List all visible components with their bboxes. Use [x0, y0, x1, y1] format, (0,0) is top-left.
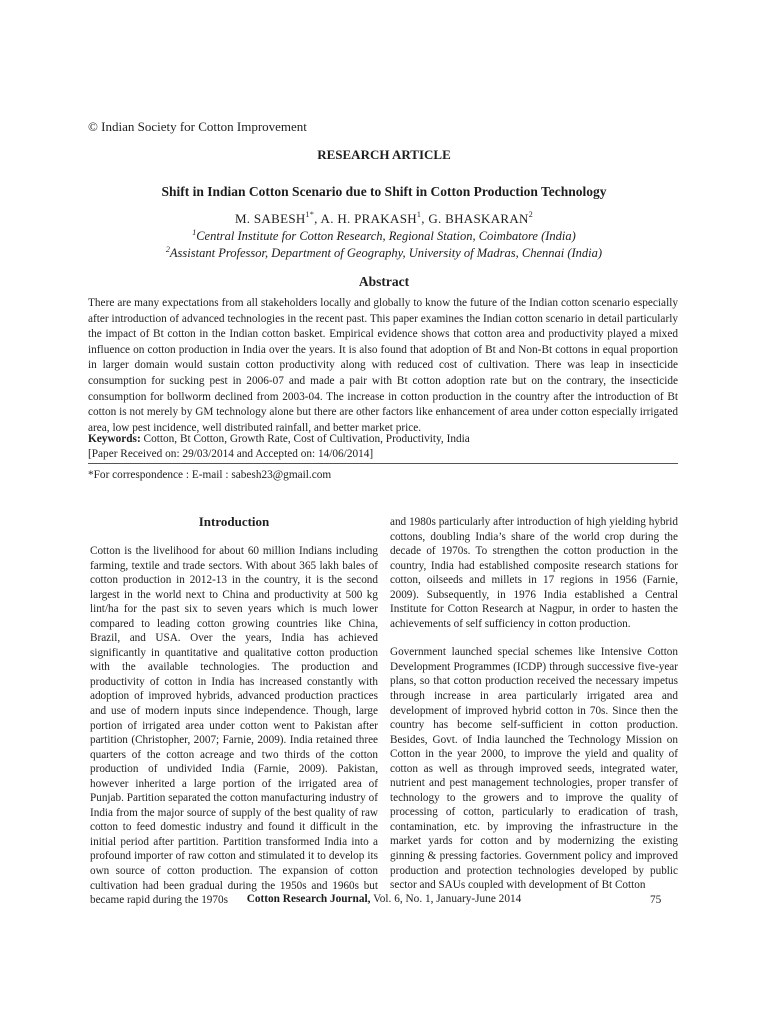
body-paragraph: Cotton is the livelihood for about 60 million Indians including farming, textile and trade sectors. With about 365 lakh bales of cotton production in 2012-13 in the country, it is the second largest in the world next to China and productivity at 500 kg lint/ha for the past six to seven years which is much lower compared to leading cotton growing countries like China, Brazil, and USA. Over the years, India has achieved significantly in quantitative and qualitative cotton production with the available technologies. The production and productivity of cotton in India has increased constantly with adoption of improved hybrids, advanced production practices and use of modern inputs since independence. Though, large portion of irrigated area under cotton went to Pakistan after partition (Christopher, 2007; Farnie, 2009). India retained three quarters of the cotton acreage and two thirds of the cotton production of undivided India (Farnie, 2009). Pakistan, however inherited a large portion of the irrigated area of Punjab. Partition separated the cotton manufacturing industry of India from the major source of supply of the best quality of raw cotton to feed domestic industry and found it difficult in the initial period after partition. Partition transformed India into a profound importer of raw cotton and stimulated it to develop its own source of cotton production. The expansion of cotton cultivation had been gradual during the 1950s and 1960s but became rapid during the 1970s	[90, 545, 378, 907]
article-type: RESEARCH ARTICLE	[317, 147, 451, 162]
introduction-heading: Introduction	[198, 514, 270, 529]
section-divider	[88, 463, 678, 464]
journal-issue: Vol. 6, No. 1, January-June 2014	[370, 893, 522, 905]
affiliation-mark: 2	[165, 245, 170, 254]
body-paragraph: Government launched special schemes like Intensive Cotton Development Programmes (ICDP) through successive five-year plans, so that cotton production received the necessary impetus through increase in area particularly irrigated area and development of improved hybrid cotton in 70s. Since then the country has become self-sufficient in cotton production. Besides, Govt. of India launched the Technology Mission on Cotton in the year 2000, to improve the yield and quality of cotton as well as through improved seeds, integrated water, nutrient and pest management technologies, proper transfer of technology to the growers and to improve the quality of processing of cotton, particularly to eradication of trash, contamination, etc. by improving the infrastructure in the market yards for cotton and by modernizing the existing ginning & pressing factories. Government policy and improved production and protection technologies developed by public sector and SAUs coupled with development of Bt Cotton	[390, 646, 678, 892]
copyright-notice: © Indian Society for Cotton Improvement	[88, 119, 307, 134]
received-dates: [Paper Received on: 29/03/2014 and Accepted on: 14/06/2014]	[88, 448, 374, 460]
author-affiliation-mark: 1	[416, 210, 422, 219]
right-column	[390, 515, 678, 893]
abstract-heading: Abstract	[358, 274, 410, 289]
page-number: 75	[650, 894, 662, 906]
journal-name: Cotton Research Journal,	[246, 893, 371, 905]
author-name: G. BHASKARAN	[428, 211, 529, 226]
author-list	[0, 211, 768, 227]
author-separator: ,	[314, 211, 321, 226]
affiliation-2	[0, 246, 768, 261]
affiliation-1	[0, 229, 768, 244]
keywords-line	[88, 432, 678, 447]
affiliation-text: Assistant Professor, Department of Geography, University of Madras, Chennai (India)	[169, 246, 603, 260]
left-column	[90, 544, 378, 908]
author-affiliation-mark: 1*	[305, 210, 315, 219]
keywords-text: Cotton, Bt Cotton, Growth Rate, Cost of Cultivation, Productivity, India	[140, 433, 470, 445]
author-separator: ,	[421, 211, 429, 226]
abstract-text: There are many expectations from all stakeholders locally and globally to know the future of the Indian cotton scenario especially after introduction of advanced technologies in the recent past. This paper examines the Indian cotton scenario in detail particularly the impact of Bt cotton in the Indian cotton basket. Empirical evidence shows that cotton area and productivity played a mixed influence on cotton production in India over the years. It is also found that adoption of Bt and Non-Bt cottons in equal proportion in larger domain would sustain cotton productivity along with reduced cost of cultivation. There was leap in insecticide consumption for sucking pest in 2006-07 and made a pair with Bt cotton adoption rate but on the contrary, the insecticide consumption for bollworm declined from 2003-04. The increase in cotton production in the country after the introduction of Bt cotton is not merely by GM technology alone but there are other factors like enhancement of area under cotton especially irrigated area, low pest incidence, well distributed rainfall, and better market price.	[88, 297, 678, 434]
affiliation-mark: 1	[192, 228, 197, 237]
author-name: M. SABESH	[234, 211, 306, 226]
keywords-label: Keywords:	[88, 433, 141, 445]
paper-title: Shift in Indian Cotton Scenario due to Shift in Cotton Production Technology	[161, 184, 607, 199]
correspondence-note: *For correspondence : E-mail : sabesh23@gmail.com	[88, 469, 332, 481]
author-name: A. H. PRAKASH	[320, 211, 417, 226]
keywords-block	[88, 432, 678, 462]
author-affiliation-mark: 2	[528, 210, 534, 219]
affiliation-text: Central Institute for Cotton Research, Regional Station, Coimbatore (India)	[196, 229, 576, 243]
body-paragraph: and 1980s particularly after introduction of high yielding hybrid cottons, doubling India’s share of the world crop during the decade of 1970s. To strengthen the cotton production in the country, India had established composite research stations for cotton, oilseeds and millets in 17 regions in 1956 (Farnie, 2009). Subsequently, in 1976 India established a Central Institute for Cotton Research at Nagpur, in order to hasten the achievements of self sufficiency in cotton production.	[390, 516, 678, 630]
